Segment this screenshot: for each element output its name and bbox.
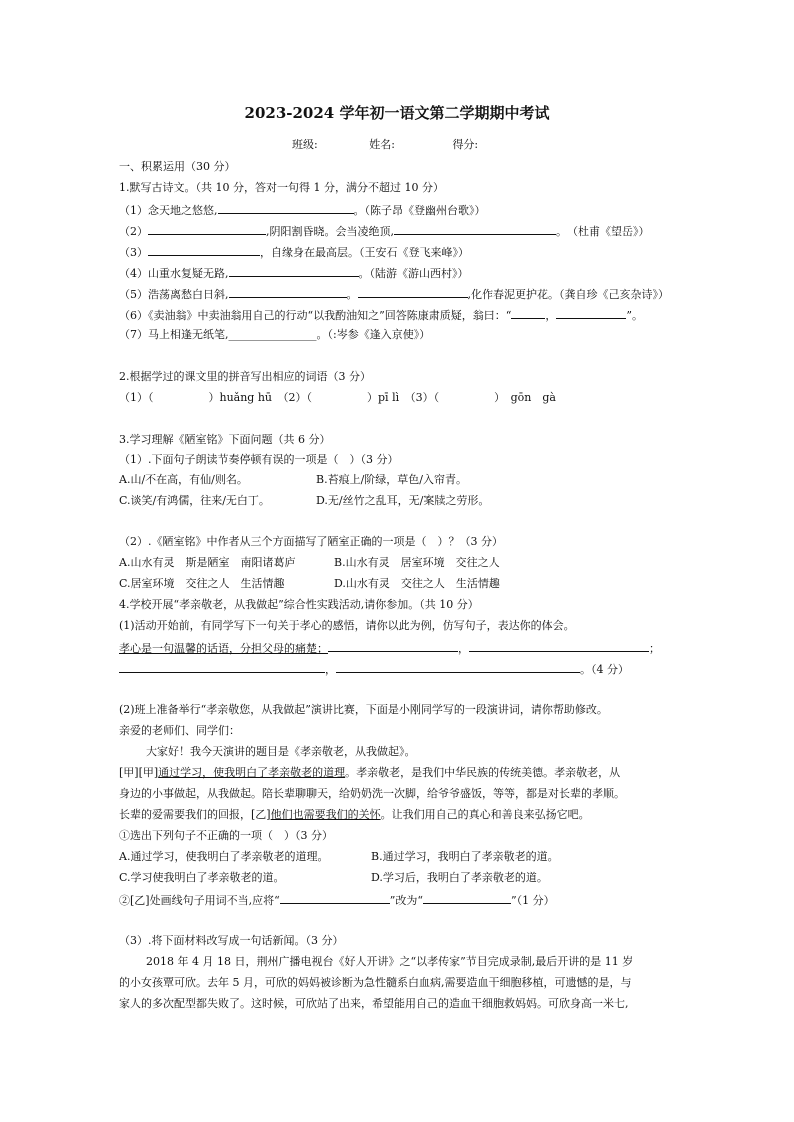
q1-stem: 1.默写古诗文。（共 10 分，答对一句得 1 分，满分不超过 10 分） xyxy=(119,181,444,194)
q3-sub2-option-d: D.山水有灵 交往之人 生活情趣 xyxy=(334,577,500,590)
answer-blank[interactable] xyxy=(119,661,325,673)
q3-option-b: B.苔痕上/阶绿，草色/入帘青。 xyxy=(316,473,467,486)
speech-para-1: 大家好！我今天演讲的题目是《孝亲敬老，从我做起》。 xyxy=(146,745,416,758)
q4-part3: （3）.将下面材料改写成一句话新闻。（3 分） xyxy=(119,934,344,947)
speech-para-3: 身边的小事做起，从我做起。陪长辈聊聊天，给奶奶洗一次脚，给爷爷盛饭，等等，都是对长辈的孝顺。 xyxy=(119,787,625,800)
answer-blank[interactable] xyxy=(556,307,626,319)
q3-sub2-option-b: B.山水有灵 居室环境 交往之人 xyxy=(334,556,500,569)
speech-greeting: 亲爱的老师们、同学们： xyxy=(119,724,240,737)
answer-blank[interactable] xyxy=(280,892,390,904)
q4-imitation-line-1: 孝心是一句温馨的话语，分担父母的痛楚； ， ； xyxy=(119,642,660,655)
q1-line-1: （1）念天地之悠悠, 。（陈子昂《登幽州台歌》） xyxy=(119,204,486,217)
answer-blank[interactable] xyxy=(218,202,354,214)
q3-sub2-option-c: C.居室环境 交往之人 生活情趣 xyxy=(119,577,285,590)
score-label: 得分: xyxy=(452,138,479,151)
q4-stem: 4.学校开展“孝亲敬老，从我做起”综合性实践活动,请你参加。（共 10 分） xyxy=(119,598,479,611)
q4-option-a: A.通过学习，使我明白了孝亲敬老的道理。 xyxy=(119,850,329,863)
class-label: 班级: xyxy=(292,138,318,151)
q1-line-7: （7）马上相逢无纸笔,________________。（:岑参《逢入京使》） xyxy=(119,328,431,341)
news-para-2: 的小女孩覃可欣。去年 5 月，可欣的妈妈被诊断为急性髓系白血病,需要造血干细胞移植，可遗憾的是，与 xyxy=(119,976,632,989)
q4-sub2: ②[乙]处画线句子用词不当,应将“ ”改为“ ”（1 分） xyxy=(119,894,555,907)
q1-line-5: （5）浩荡离愁白日斜, 。 ,化作春泥更护花。（龚自珍《己亥杂诗》） xyxy=(119,288,669,301)
speech-para-4: 长辈的爱需要我们的回报，[乙]他们也需要我们的关怀。让我们用自己的真心和善良来弘扬它吧。 xyxy=(119,808,590,821)
q4-sub1: ①选出下列句子不正确的一项（ ）（3 分） xyxy=(119,829,333,842)
underlined-sentence-jia: 通过学习，使我明白了孝亲敬老的道理 xyxy=(158,766,346,779)
answer-blank[interactable] xyxy=(336,661,580,673)
q1-line-6: （6）《卖油翁》中卖油翁用自己的行动“以我酌油知之”回答陈康肃质疑，翁曰：“ ， ”。 xyxy=(119,309,643,322)
q2-stem: 2.根据学过的课文里的拼音写出相应的词语（3 分） xyxy=(119,370,371,383)
q3-sub1: （1）.下面句子朗读节奏停顿有误的一项是（ ）（3 分） xyxy=(119,453,399,466)
answer-blank[interactable] xyxy=(469,640,649,652)
q4-imitation-line-2: ， 。（4 分） xyxy=(119,661,629,677)
answer-blank[interactable] xyxy=(511,307,545,319)
q3-stem: 3.学习理解《陋室铭》下面问题（共 6 分） xyxy=(119,433,331,446)
q4-option-b: B.通过学习，我明白了孝亲敬老的道。 xyxy=(371,850,559,863)
q1-line-4: （4）山重水复疑无路, 。（陆游《游山西村》） xyxy=(119,267,469,280)
q3-option-a: A.山/不在高，有仙/则名。 xyxy=(119,473,248,486)
answer-blank[interactable] xyxy=(358,286,468,298)
q1-line-3: （3） ，自缘身在最高层。（王安石《登飞来峰》） xyxy=(119,246,469,259)
answer-blank[interactable] xyxy=(148,244,260,256)
answer-blank[interactable] xyxy=(229,265,359,277)
q4-part1: (1)活动开始前，有同学写下一句关于孝心的感悟，请你以此为例，仿写句子，表达你的体会。 xyxy=(119,619,575,632)
speech-para-2: [甲][甲]通过学习，使我明白了孝亲敬老的道理。孝亲敬老，是我们中华民族的传统美德。孝亲敬老，从 xyxy=(119,766,621,779)
q3-option-d: D.无/丝竹之乱耳，无/案牍之劳形。 xyxy=(316,494,490,507)
answer-blank[interactable] xyxy=(423,892,511,904)
answer-blank[interactable] xyxy=(328,640,458,652)
q4-option-c: C.学习使我明白了孝亲敬老的道。 xyxy=(119,871,285,884)
q3-sub2-option-a: A.山水有灵 斯是陋室 南阳诸葛庐 xyxy=(119,556,296,569)
q3-option-c: C.谈笑/有鸿儒，往来/无白丁。 xyxy=(119,494,270,507)
q3-sub2: （2）.《陋室铭》中作者从三个方面描写了陋室正确的一项是（ ）？（3 分） xyxy=(119,535,503,548)
news-para-1: 2018 年 4 月 18 日，荆州广播电视台《好人开讲》之“以孝传家”节目完成录制,最后开讲的是 11 岁 xyxy=(146,955,634,968)
student-info-row xyxy=(292,138,478,152)
underlined-sentence-yi: 他们也需要我们的关怀 xyxy=(270,808,381,821)
example-sentence: 孝心是一句温馨的话语，分担父母的痛楚； xyxy=(119,642,328,655)
answer-blank[interactable] xyxy=(148,223,266,235)
q4-option-d: D.学习后，我明白了孝亲敬老的道。 xyxy=(371,871,548,884)
q4-part2: (2)班上准备举行“孝亲敬您，从我做起”演讲比赛，下面是小刚同学写的一段演讲词，请你帮助修改。 xyxy=(119,703,608,716)
q2-pinyin-line: （1）（ ）huǎng hū （2）（ ）pī lì （3）（ ） gōn gà xyxy=(119,391,556,404)
q1-line-2: （2） ,阴阳割昏晓。会当凌绝顶, 。 （杜甫《望岳》） xyxy=(119,225,650,238)
answer-blank[interactable] xyxy=(394,223,556,235)
answer-blank[interactable] xyxy=(229,286,347,298)
news-para-3: 家人的多次配型都失败了。这时候，可欣站了出来，希望能用自己的造血干细胞救妈妈。可欣身高一米七, xyxy=(119,997,629,1010)
name-label: 姓名: xyxy=(369,138,395,151)
section-heading: 一、积累运用（30 分） xyxy=(119,160,236,173)
exam-title: 2023-2024 学年初一语文第二学期期中考试 xyxy=(244,104,550,122)
